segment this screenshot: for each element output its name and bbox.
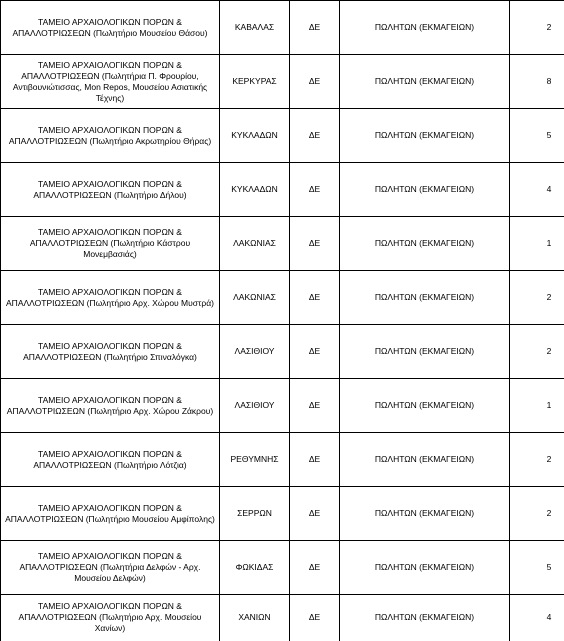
cell-organization: ΤΑΜΕΙΟ ΑΡΧΑΙΟΛΟΓΙΚΩΝ ΠΟΡΩΝ & ΑΠΑΛΛΟΤΡΙΩΣΕΩΝ (Πωλητήρια Δελφών - Αρχ. Μουσείου Δελφών) xyxy=(1,541,220,595)
cell-count: 2 xyxy=(510,325,564,379)
table-row xyxy=(1,379,564,433)
cell-prefecture: ΧΑΝΙΩΝ xyxy=(220,595,290,641)
cell-prefecture: ΛΑΚΩΝΙΑΣ xyxy=(220,271,290,325)
cell-count: 8 xyxy=(510,55,564,109)
cell-prefecture: ΡΕΘΥΜΝΗΣ xyxy=(220,433,290,487)
cell-prefecture: ΚΑΒΑΛΑΣ xyxy=(220,1,290,55)
cell-prefecture: ΦΩΚΙΔΑΣ xyxy=(220,541,290,595)
cell-prefecture: ΚΕΡΚΥΡΑΣ xyxy=(220,55,290,109)
cell-category: ΔΕ xyxy=(290,379,340,433)
cell-prefecture: ΛΑΣΙΘΙΟΥ xyxy=(220,379,290,433)
cell-count: 4 xyxy=(510,595,564,641)
cell-category: ΔΕ xyxy=(290,595,340,641)
cell-organization: ΤΑΜΕΙΟ ΑΡΧΑΙΟΛΟΓΙΚΩΝ ΠΟΡΩΝ & ΑΠΑΛΛΟΤΡΙΩΣΕΩΝ (Πωλητήριο Μουσείου Θάσου) xyxy=(1,1,220,55)
cell-category: ΔΕ xyxy=(290,325,340,379)
cell-prefecture: ΛΑΣΙΘΙΟΥ xyxy=(220,325,290,379)
cell-category: ΔΕ xyxy=(290,217,340,271)
cell-category: ΔΕ xyxy=(290,1,340,55)
table-row xyxy=(1,433,564,487)
cell-organization: ΤΑΜΕΙΟ ΑΡΧΑΙΟΛΟΓΙΚΩΝ ΠΟΡΩΝ & ΑΠΑΛΛΟΤΡΙΩΣΕΩΝ (Πωλητήριο Αρχ. Χώρου Μυστρά) xyxy=(1,271,220,325)
cell-count: 1 xyxy=(510,217,564,271)
cell-organization: ΤΑΜΕΙΟ ΑΡΧΑΙΟΛΟΓΙΚΩΝ ΠΟΡΩΝ & ΑΠΑΛΛΟΤΡΙΩΣΕΩΝ (Πωλητήριο Αρχ. Μουσείου Χανίων) xyxy=(1,595,220,641)
cell-category: ΔΕ xyxy=(290,541,340,595)
cell-prefecture: ΚΥΚΛΑΔΩΝ xyxy=(220,163,290,217)
table-row xyxy=(1,55,564,109)
table-row xyxy=(1,1,564,55)
cell-specialty: ΠΩΛΗΤΩΝ (ΕΚΜΑΓΕΙΩΝ) xyxy=(340,487,510,541)
cell-category: ΔΕ xyxy=(290,433,340,487)
cell-specialty: ΠΩΛΗΤΩΝ (ΕΚΜΑΓΕΙΩΝ) xyxy=(340,163,510,217)
table-row xyxy=(1,217,564,271)
table-row xyxy=(1,109,564,163)
table-row xyxy=(1,487,564,541)
cell-organization: ΤΑΜΕΙΟ ΑΡΧΑΙΟΛΟΓΙΚΩΝ ΠΟΡΩΝ & ΑΠΑΛΛΟΤΡΙΩΣΕΩΝ (Πωλητήριο Μουσείου Αμφίπολης) xyxy=(1,487,220,541)
cell-organization: ΤΑΜΕΙΟ ΑΡΧΑΙΟΛΟΓΙΚΩΝ ΠΟΡΩΝ & ΑΠΑΛΛΟΤΡΙΩΣΕΩΝ (Πωλητήριο Αρχ. Χώρου Ζάκρου) xyxy=(1,379,220,433)
table-row xyxy=(1,163,564,217)
cell-organization: ΤΑΜΕΙΟ ΑΡΧΑΙΟΛΟΓΙΚΩΝ ΠΟΡΩΝ & ΑΠΑΛΛΟΤΡΙΩΣΕΩΝ (Πωλητήριο Ακρωτηρίου Θήρας) xyxy=(1,109,220,163)
cell-category: ΔΕ xyxy=(290,487,340,541)
cell-specialty: ΠΩΛΗΤΩΝ (ΕΚΜΑΓΕΙΩΝ) xyxy=(340,1,510,55)
cell-organization: ΤΑΜΕΙΟ ΑΡΧΑΙΟΛΟΓΙΚΩΝ ΠΟΡΩΝ & ΑΠΑΛΛΟΤΡΙΩΣΕΩΝ (Πωλητήριο Σπιναλόγκα) xyxy=(1,325,220,379)
cell-count: 2 xyxy=(510,1,564,55)
cell-count: 2 xyxy=(510,487,564,541)
positions-table-body xyxy=(1,1,564,641)
cell-count: 2 xyxy=(510,433,564,487)
cell-count: 2 xyxy=(510,271,564,325)
table-row xyxy=(1,595,564,641)
table-row xyxy=(1,271,564,325)
cell-specialty: ΠΩΛΗΤΩΝ (ΕΚΜΑΓΕΙΩΝ) xyxy=(340,325,510,379)
cell-specialty: ΠΩΛΗΤΩΝ (ΕΚΜΑΓΕΙΩΝ) xyxy=(340,271,510,325)
cell-prefecture: ΛΑΚΩΝΙΑΣ xyxy=(220,217,290,271)
cell-count: 5 xyxy=(510,109,564,163)
cell-count: 5 xyxy=(510,541,564,595)
cell-organization: ΤΑΜΕΙΟ ΑΡΧΑΙΟΛΟΓΙΚΩΝ ΠΟΡΩΝ & ΑΠΑΛΛΟΤΡΙΩΣΕΩΝ (Πωλητήριο Λότζια) xyxy=(1,433,220,487)
cell-specialty: ΠΩΛΗΤΩΝ (ΕΚΜΑΓΕΙΩΝ) xyxy=(340,55,510,109)
cell-specialty: ΠΩΛΗΤΩΝ (ΕΚΜΑΓΕΙΩΝ) xyxy=(340,595,510,641)
cell-count: 4 xyxy=(510,163,564,217)
cell-category: ΔΕ xyxy=(290,271,340,325)
cell-category: ΔΕ xyxy=(290,55,340,109)
cell-organization: ΤΑΜΕΙΟ ΑΡΧΑΙΟΛΟΓΙΚΩΝ ΠΟΡΩΝ & ΑΠΑΛΛΟΤΡΙΩΣΕΩΝ (Πωλητήριο Κάστρου Μονεμβασιάς) xyxy=(1,217,220,271)
cell-specialty: ΠΩΛΗΤΩΝ (ΕΚΜΑΓΕΙΩΝ) xyxy=(340,109,510,163)
cell-category: ΔΕ xyxy=(290,163,340,217)
table-row xyxy=(1,541,564,595)
cell-prefecture: ΚΥΚΛΑΔΩΝ xyxy=(220,109,290,163)
cell-specialty: ΠΩΛΗΤΩΝ (ΕΚΜΑΓΕΙΩΝ) xyxy=(340,433,510,487)
cell-organization: ΤΑΜΕΙΟ ΑΡΧΑΙΟΛΟΓΙΚΩΝ ΠΟΡΩΝ & ΑΠΑΛΛΟΤΡΙΩΣΕΩΝ (Πωλητήριο Δήλου) xyxy=(1,163,220,217)
table-row xyxy=(1,325,564,379)
cell-specialty: ΠΩΛΗΤΩΝ (ΕΚΜΑΓΕΙΩΝ) xyxy=(340,541,510,595)
cell-category: ΔΕ xyxy=(290,109,340,163)
cell-specialty: ΠΩΛΗΤΩΝ (ΕΚΜΑΓΕΙΩΝ) xyxy=(340,379,510,433)
cell-prefecture: ΣΕΡΡΩΝ xyxy=(220,487,290,541)
cell-specialty: ΠΩΛΗΤΩΝ (ΕΚΜΑΓΕΙΩΝ) xyxy=(340,217,510,271)
cell-organization: ΤΑΜΕΙΟ ΑΡΧΑΙΟΛΟΓΙΚΩΝ ΠΟΡΩΝ & ΑΠΑΛΛΟΤΡΙΩΣΕΩΝ (Πωλητήρια Π. Φρουρίου, Αντιβουνιώτισσας, Mon Repos, Μουσείου Ασιατικής Τέχνης) xyxy=(1,55,220,109)
cell-count: 1 xyxy=(510,379,564,433)
